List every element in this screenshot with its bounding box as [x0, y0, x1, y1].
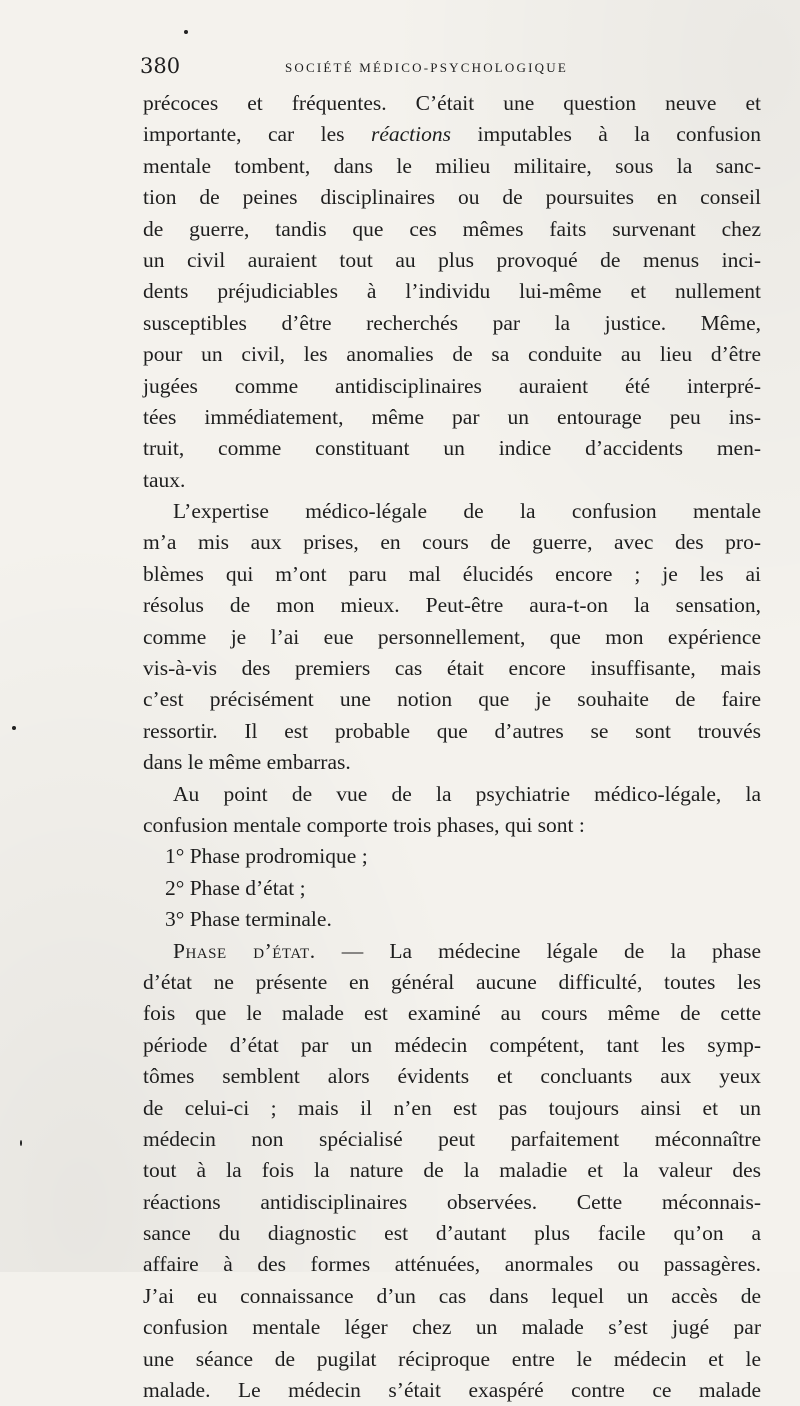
list-item: 1° Phase prodromique ;	[165, 844, 368, 869]
text-line: comme je l’ai eue personnellement, que mon expérience	[143, 624, 761, 649]
text-segment: imputables à la confusion	[477, 122, 761, 147]
text-line: confusion mentale comporte trois phases, qui sont :	[143, 812, 585, 837]
text-line: tout à la fois la nature de la maladie et la valeur des	[143, 1158, 761, 1183]
text-line: pour un civil, les anomalies de sa conduite au lieu d’être	[143, 342, 761, 367]
text-line: d’état ne présente en général aucune difficulté, toutes les	[143, 969, 761, 994]
text-line	[143, 936, 761, 967]
ink-speck	[184, 30, 188, 34]
text-line: de guerre, tandis que ces mêmes faits survenant chez	[143, 216, 761, 241]
text-line: fois que le malade est examiné au cours même de cette	[143, 1001, 761, 1026]
text-line: réactions antidisciplinaires observées. Cette méconnais-	[143, 1189, 761, 1214]
text-line: tion de peines disciplinaires ou de poursuites en conseil	[143, 185, 761, 210]
ink-speck	[20, 1140, 22, 1146]
text-line: affaire à des formes atténuées, anormales ou passagères.	[143, 1252, 761, 1277]
text-line: mentale tombent, dans le milieu militaire, sous la sanc-	[143, 153, 761, 178]
text-line: période d’état par un médecin compétent, tant les symp-	[143, 1032, 761, 1057]
text-line: jugées comme antidisciplinaires auraient été interpré-	[143, 373, 761, 398]
text-line: précoces et fréquentes. C’était une question neuve et	[143, 91, 761, 115]
text-line: une séance de pugilat réciproque entre le médecin et le	[143, 1346, 761, 1371]
text-line: susceptibles d’être recherchés par la justice. Même,	[143, 310, 761, 335]
list-item: 3° Phase terminale.	[165, 907, 332, 932]
text-line: malade. Le médecin s’était exaspéré contre ce malade	[143, 1378, 761, 1403]
text-line: de celui-ci ; mais il n’en est pas toujours ainsi et un	[143, 1095, 761, 1120]
text-line: Au point de vue de la psychiatrie médico-légale, la	[173, 781, 761, 806]
text-line: tées immédiatement, même par un entourage peu ins-	[143, 404, 761, 429]
italic-word: réactions	[370, 122, 452, 147]
text-line: confusion mentale léger chez un malade s’est jugé par	[143, 1315, 761, 1340]
running-title: SOCIÉTÉ MÉDICO-PSYCHOLOGIQUE	[285, 60, 568, 75]
text-line: tômes semblent alors évidents et concluants aux yeux	[143, 1064, 761, 1089]
text-line: vis-à-vis des premiers cas était encore insuffisante, mais	[143, 656, 761, 681]
text-segment: — La médecine légale de la phase	[341, 938, 762, 963]
text-line: m’a mis aux prises, en cours de guerre, avec des pro-	[143, 530, 761, 555]
page-number: 380	[140, 54, 181, 78]
text-line: blèmes qui m’ont paru mal élucidés encore ; je les ai	[143, 561, 761, 586]
body-text	[143, 88, 761, 1406]
text-line: médecin non spécialisé peut parfaitement méconnaître	[143, 1126, 761, 1151]
text-line: J’ai eu connaissance d’un cas dans lequel un accès de	[143, 1283, 761, 1308]
text-line: dents préjudiciables à l’individu lui-même et nullement	[143, 279, 761, 304]
ink-speck	[12, 726, 16, 730]
text-line: résolus de mon mieux. Peut-être aura-t-on la sensation,	[143, 593, 761, 618]
text-line: c’est précisément une notion que je souhaite de faire	[143, 687, 761, 712]
running-header	[140, 52, 760, 82]
text-line: dans le même embarras.	[143, 750, 351, 775]
text-line: truit, comme constituant un indice d’accidents men-	[143, 436, 761, 461]
text-line: L’expertise médico-légale de la confusion mentale	[173, 499, 761, 524]
text-line	[143, 119, 761, 150]
text-line: taux.	[143, 467, 186, 492]
section-heading: Phase d’état.	[173, 938, 316, 963]
text-line: ressortir. Il est probable que d’autres se sont trouvés	[143, 718, 761, 743]
text-segment: importante, car les	[143, 122, 345, 147]
list-item: 2° Phase d’état ;	[165, 875, 306, 900]
text-line: sance du diagnostic est d’autant plus facile qu’on a	[143, 1221, 761, 1246]
text-line: un civil auraient tout au plus provoqué de menus inci-	[143, 247, 761, 272]
